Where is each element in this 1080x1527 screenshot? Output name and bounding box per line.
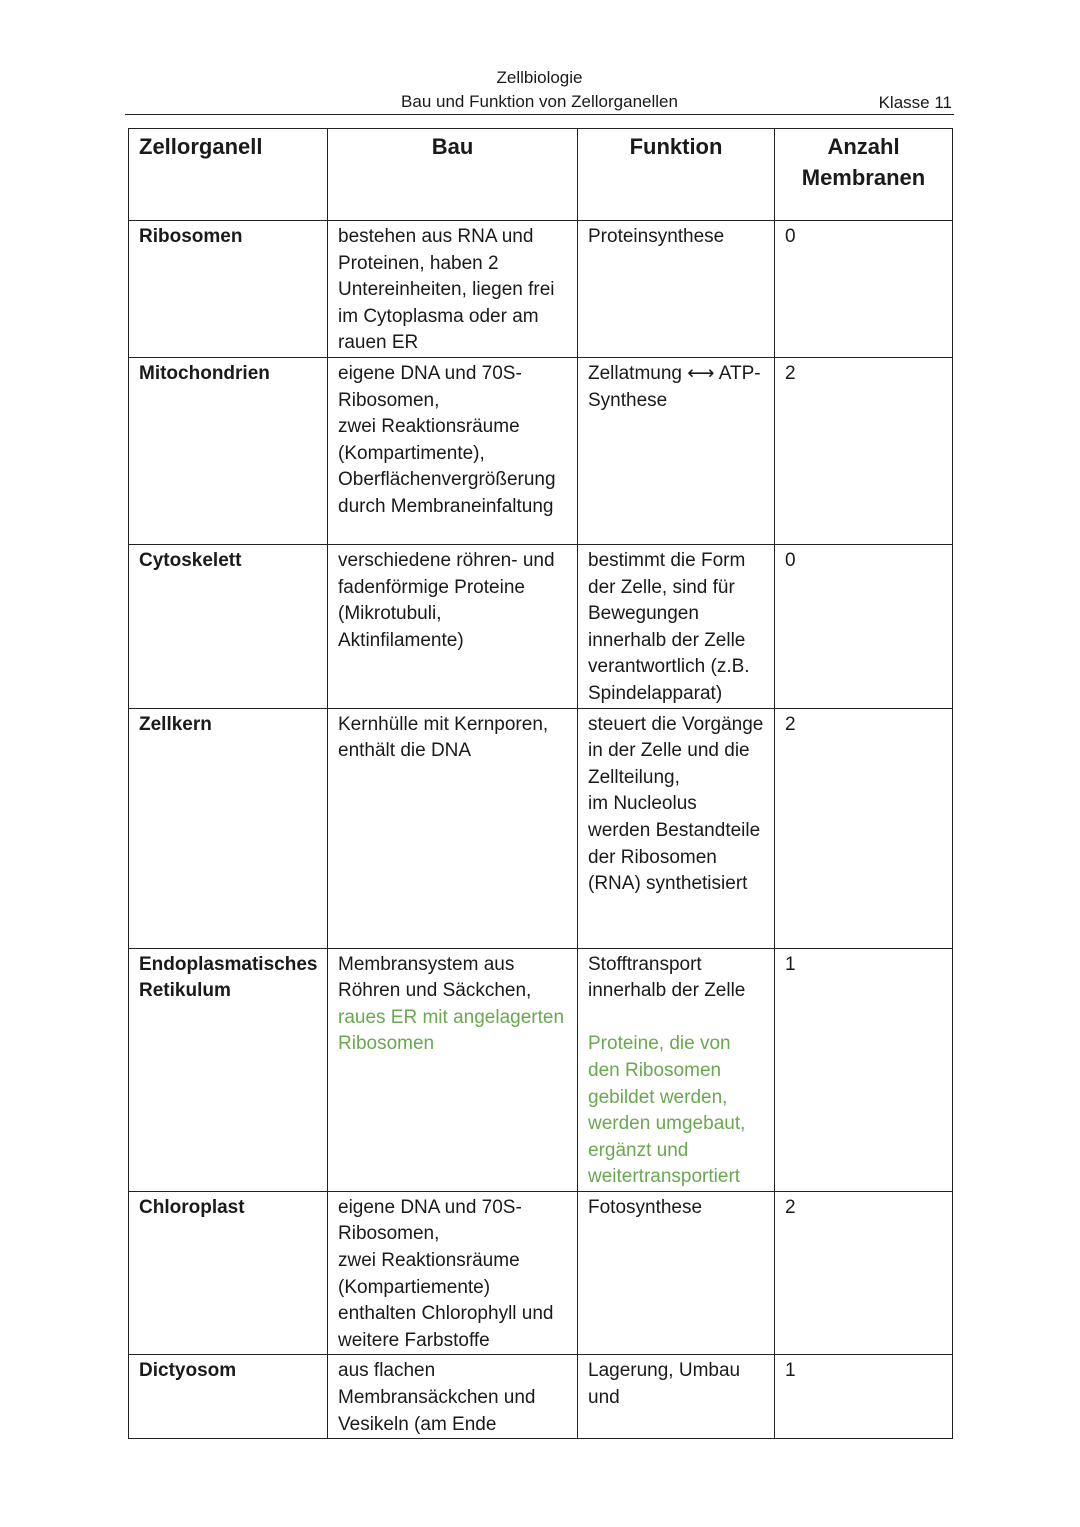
organelle-name: Cytoskelett [129, 544, 328, 708]
table-row [129, 1355, 953, 1439]
header-topic: Bau und Funktion von Zellorganellen [401, 92, 678, 111]
header-title-block [125, 66, 954, 114]
page-header [125, 64, 954, 115]
organelle-structure: bestehen aus RNA und Proteinen, haben 2 Untereinheiten, liegen frei im Cytoplasma oder am rauen ER [328, 221, 578, 358]
table-header-row [129, 129, 953, 221]
organelle-membranes: 0 [775, 544, 953, 708]
organelle-function: bestimmt die Form der Zelle, sind für Bewegungen innerhalb der Zelle verantwortlich (z.B. Spindelapparat) [578, 544, 775, 708]
header-organelle: Zellorganell [129, 129, 328, 221]
organelle-structure [328, 357, 578, 544]
organelle-structure: verschiedene röhren- und fadenförmige Proteine (Mikrotubuli, Aktinfilamente) [328, 544, 578, 708]
table-row [129, 1191, 953, 1355]
header-structure: Bau [328, 129, 578, 221]
organelle-name-line: Endoplasmatisches [139, 953, 318, 975]
function-part: Stofftransport innerhalb der Zelle [588, 953, 746, 1002]
function-annotation-green: Proteine, die von den Ribosomen gebildet werden, werden umgebaut, ergänzt und weitertransportiert [588, 1033, 746, 1188]
organelle-function: Lagerung, Umbau und [578, 1355, 775, 1439]
organelle-name [129, 948, 328, 1191]
organelle-name: Chloroplast [129, 1191, 328, 1355]
organelle-membranes: 1 [775, 1355, 953, 1439]
organelle-structure: Kernhülle mit Kernporen, enthält die DNA [328, 708, 578, 948]
table-row [129, 948, 953, 1191]
organelle-membranes: 2 [775, 708, 953, 948]
structure-part: Oberflächenvergrößerung durch Membraneinfaltung [338, 469, 556, 517]
table-row [129, 357, 953, 544]
table-row [129, 544, 953, 708]
organelle-membranes: 0 [775, 221, 953, 358]
organelle-function [578, 708, 775, 948]
organelle-function [578, 948, 775, 1191]
function-part: im Nucleolus werden Bestandteile der Ribosomen (RNA) synthetisiert [588, 793, 761, 895]
header-membranes [775, 129, 953, 221]
function-part: steuert die Vorgänge in der Zelle und die Zellteilung, [588, 713, 764, 788]
header-membranes-line1: Anzahl [827, 134, 900, 159]
header-subject: Zellbiologie [496, 68, 583, 87]
organelle-function: Fotosynthese [578, 1191, 775, 1355]
structure-part: enthalten Chlorophyll und weitere Farbstoffe [338, 1303, 554, 1351]
organelle-function: Proteinsynthese [578, 221, 775, 358]
organelle-name: Zellkern [129, 708, 328, 948]
header-membranes-line2: Membranen [801, 165, 926, 190]
organelle-structure [328, 948, 578, 1191]
table-row [129, 221, 953, 358]
organelle-table [128, 128, 953, 1439]
table-row [129, 708, 953, 948]
organelle-membranes: 2 [775, 1191, 953, 1355]
organelle-membranes: 2 [775, 357, 953, 544]
structure-part: Membransystem aus Röhren und Säckchen, [338, 953, 532, 1002]
structure-part: eigene DNA und 70S-Ribosomen, [338, 362, 522, 411]
structure-part: zwei Reaktionsräume (Kompartiemente) [338, 1250, 520, 1298]
header-class-label: Klasse 11 [878, 93, 952, 112]
organelle-name: Mitochondrien [129, 357, 328, 544]
organelle-membranes: 1 [775, 948, 953, 1191]
organelle-name-line: Retikulum [139, 980, 231, 1002]
organelle-name: Dictyosom [129, 1355, 328, 1439]
organelle-name: Ribosomen [129, 221, 328, 358]
header-function: Funktion [578, 129, 775, 221]
organelle-function: Zellatmung ⟷ ATP-Synthese [578, 357, 775, 544]
structure-part: zwei Reaktionsräume (Kompartimente), [338, 416, 520, 464]
organelle-structure [328, 1191, 578, 1355]
organelle-structure: aus flachen Membransäckchen und Vesikeln (am Ende [328, 1355, 578, 1439]
structure-annotation-green: raues ER mit angelagerten Ribosomen [338, 1006, 565, 1055]
structure-part: eigene DNA und 70S-Ribosomen, [338, 1196, 522, 1245]
